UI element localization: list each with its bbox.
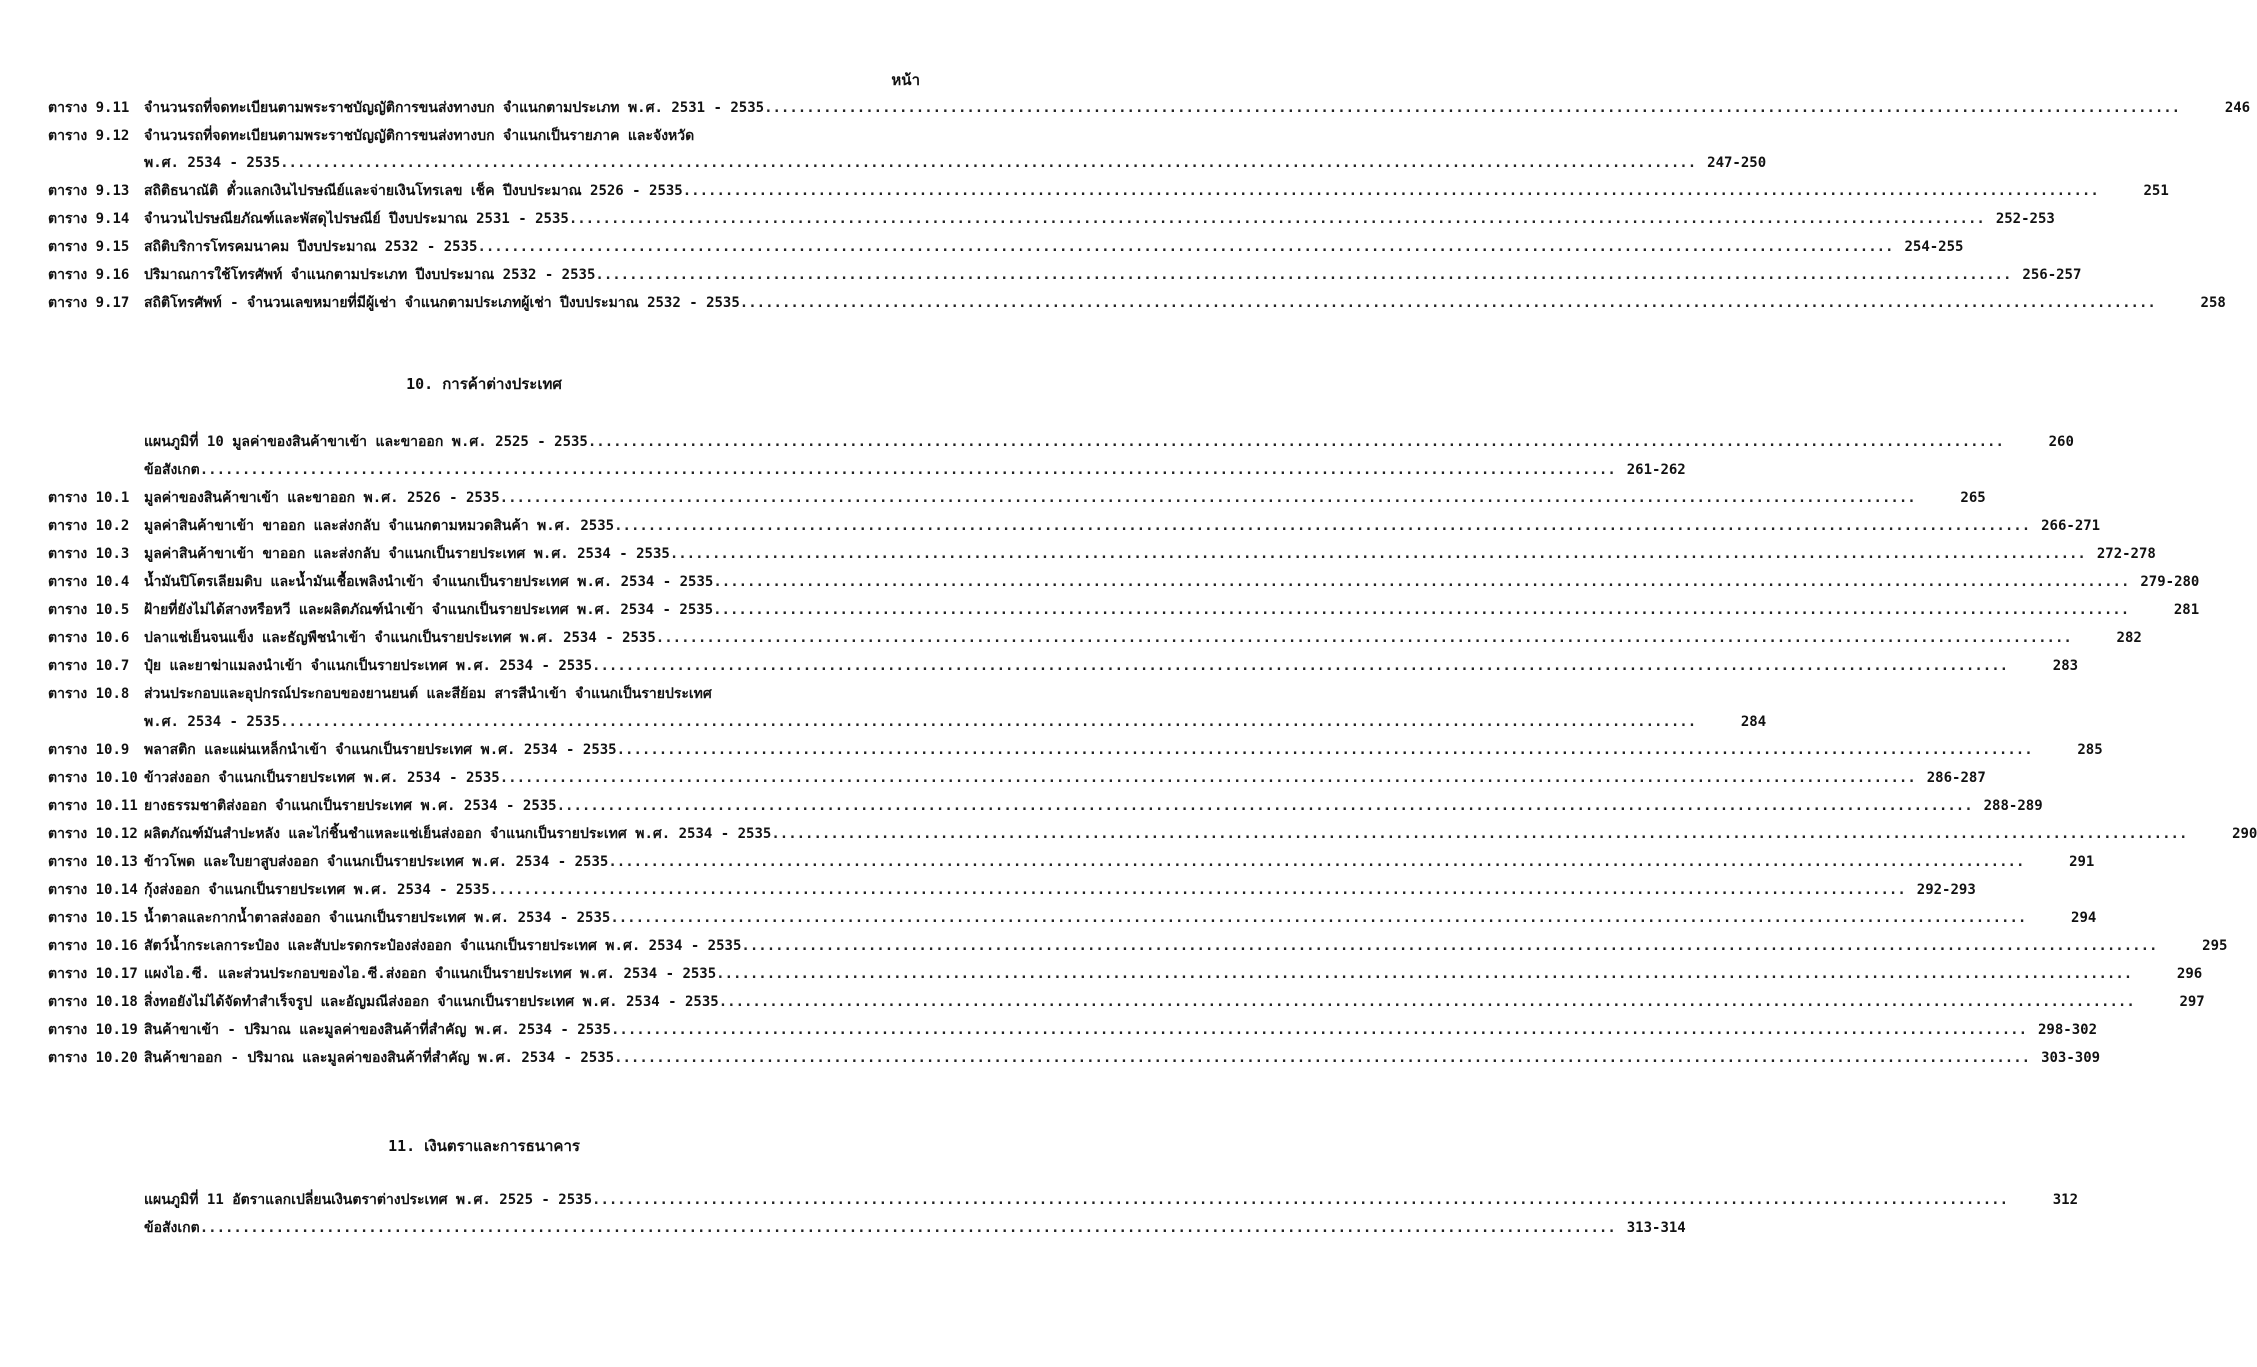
entry-page: 313-314 (1626, 1220, 1686, 1236)
entry-title: น้ำตาลและกากน้ำตาลส่งออก จำแนกเป็นรายประเทศ พ.ศ. 2534 - 2535 (144, 910, 611, 926)
entry-page: 292-293 (1916, 882, 1976, 898)
entry-number: ตาราง 10.18 (48, 994, 138, 1010)
toc-entry (48, 430, 2074, 454)
leader-dots (500, 486, 1916, 510)
toc-entry (48, 124, 920, 148)
entry-number: ตาราง 10.12 (48, 826, 138, 842)
entry-page: 285 (2077, 742, 2103, 758)
entry-title: ฝ้ายที่ยังไม่ได้สางหรือหวี และผลิตภัณฑ์นำเข้า จำแนกเป็นรายประเทศ พ.ศ. 2534 - 2535 (144, 602, 714, 618)
leader-dots (617, 738, 2033, 762)
entry-title: พ.ศ. 2534 - 2535 (144, 155, 281, 171)
entry-title: ข้าวส่งออก จำแนกเป็นรายประเทศ พ.ศ. 2534 - 2535 (144, 770, 500, 786)
entry-title: ผลิตภัณฑ์มันสำปะหลัง และไก่ชิ้นชำแหละแช่เย็นส่งออก จำแนกเป็นรายประเทศ พ.ศ. 2534 - 2535 (144, 826, 772, 842)
entry-page: 288-289 (1983, 798, 2043, 814)
toc-entry (48, 291, 2226, 315)
entry-page: 283 (2052, 658, 2079, 674)
leader-dots (670, 542, 2086, 566)
entry-page: 294 (2071, 910, 2097, 926)
entry-page: 266-271 (2041, 518, 2101, 534)
leader-dots (683, 179, 2099, 203)
leader-dots (592, 1188, 2008, 1212)
toc-entry (48, 906, 2097, 930)
entry-page: 254-255 (1904, 239, 1964, 255)
page-column-header: หน้า (891, 71, 920, 89)
entry-title: แผนภูมิที่ 10 มูลค่าของสินค้าขาเข้า และขาออก พ.ศ. 2525 - 2535 (144, 434, 588, 450)
leader-dots (608, 850, 2024, 874)
toc-entry (48, 878, 1976, 902)
entry-title: ปุ๋ย และยาฆ่าแมลงนำเข้า จำแนกเป็นรายประเทศ พ.ศ. 2534 - 2535 (144, 658, 593, 674)
entry-title: สถิติบริการโทรคมนาคม ปีงบประมาณ 2532 - 2535 (144, 239, 478, 255)
entry-page: 296 (2176, 966, 2203, 982)
toc-entry (48, 1018, 2098, 1042)
toc-entry (48, 710, 1767, 734)
entry-number: ตาราง 10.1 (48, 490, 130, 506)
leader-dots (719, 990, 2135, 1014)
entry-title: ข้อสังเกต (144, 1220, 200, 1236)
toc-entry (48, 486, 1986, 510)
entry-number: ตาราง 9.12 (48, 128, 130, 144)
entry-number: ตาราง 10.3 (48, 546, 130, 562)
toc-entry (48, 738, 2103, 762)
entry-number: ตาราง 10.15 (48, 910, 138, 926)
leader-dots (200, 458, 1616, 482)
leader-dots (713, 570, 2129, 594)
leader-dots (713, 598, 2129, 622)
leader-dots (280, 710, 1696, 734)
entry-title: สัตว์น้ำกระเลการะป๋อง และสับปะรดกระป๋องส่งออก จำแนกเป็นรายประเทศ พ.ศ. 2534 - 2535 (144, 938, 742, 954)
entry-page: 303-309 (2041, 1050, 2101, 1066)
entry-number: ตาราง 10.17 (48, 966, 138, 982)
toc-entry (48, 766, 1986, 790)
entry-number: ตาราง 10.4 (48, 574, 130, 590)
entry-title: กุ้งส่งออก จำแนกเป็นรายประเทศ พ.ศ. 2534 - 2535 (144, 882, 490, 898)
entry-title: มูลค่าสินค้าขาเข้า ขาออก และส่งกลับ จำแนกตามหมวดสินค้า พ.ศ. 2535 (144, 518, 615, 534)
leader-dots (740, 291, 2156, 315)
entry-title: มูลค่าสินค้าขาเข้า ขาออก และส่งกลับ จำแนกเป็นรายประเทศ พ.ศ. 2534 - 2535 (144, 546, 670, 562)
entry-number: ตาราง 9.16 (48, 267, 130, 283)
entry-title: น้ำมันปิโตรเลียมดิบ และน้ำมันเชื้อเพลิงนำเข้า จำแนกเป็นรายประเทศ พ.ศ. 2534 - 2535 (144, 574, 714, 590)
entry-title: ปริมาณการใช้โทรศัพท์ จำแนกตามประเภท ปีงบประมาณ 2532 - 2535 (144, 267, 596, 283)
leader-dots (764, 96, 2180, 120)
entry-title: จำนวนไปรษณียภัณฑ์และพัสดุไปรษณีย์ ปีงบประมาณ 2531 - 2535 (144, 211, 569, 227)
entry-page: 312 (2052, 1192, 2079, 1208)
entry-number: ตาราง 9.11 (48, 100, 130, 116)
section-heading: 10. การค้าต่างประเทศ (406, 375, 562, 393)
toc-entry (48, 263, 2082, 287)
entry-number: ตาราง 10.8 (48, 686, 130, 702)
entry-page: 295 (2202, 938, 2228, 954)
leader-dots (614, 514, 2030, 538)
entry-number: ตาราง 10.6 (48, 630, 130, 646)
entry-title: สิ่งทอยังไม่ได้จัดทำสำเร็จรูป และอัญมณีส่งออก จำแนกเป็นรายประเทศ พ.ศ. 2534 - 2535 (144, 994, 719, 1010)
entry-number: ตาราง 9.15 (48, 239, 130, 255)
entry-page: 251 (2143, 183, 2169, 199)
entry-page: 260 (2048, 434, 2074, 450)
entry-title: ข้อสังเกต (144, 462, 200, 478)
toc-entry (48, 1188, 2079, 1212)
entry-number: ตาราง 9.14 (48, 211, 130, 227)
entry-page: 291 (2069, 854, 2095, 870)
entry-number: ตาราง 9.13 (48, 183, 130, 199)
entry-title: สินค้าขาออก - ปริมาณ และมูลค่าของสินค้าที่สำคัญ พ.ศ. 2534 - 2535 (144, 1050, 615, 1066)
entry-title: ส่วนประกอบและอุปกรณ์ประกอบของยานยนต์ และสีย้อม สารสีนำเข้า จำแนกเป็นรายประเทศ (144, 686, 712, 702)
toc-entry (48, 682, 920, 706)
entry-number: ตาราง 10.9 (48, 742, 130, 758)
entry-number: ตาราง 10.19 (48, 1022, 138, 1038)
leader-dots (500, 766, 1916, 790)
entry-page: 258 (2200, 295, 2226, 311)
leader-dots (741, 934, 2157, 958)
entry-page: 246 (2224, 100, 2251, 116)
entry-number: ตาราง 10.16 (48, 938, 138, 954)
toc-entry (48, 626, 2142, 650)
entry-title: พลาสติก และแผ่นเหล็กนำเข้า จำแนกเป็นรายประเทศ พ.ศ. 2534 - 2535 (144, 742, 617, 758)
entry-page: 290 (2232, 826, 2257, 842)
toc-entry (48, 235, 1964, 259)
entry-title: จำนวนรถที่จดทะเบียนตามพระราชบัญญัติการขนส่งทางบก จำแนกตามประเภท พ.ศ. 2531 - 2535 (144, 100, 765, 116)
entry-page: 297 (2179, 994, 2205, 1010)
leader-dots (592, 654, 2008, 678)
toc-entry (48, 850, 2095, 874)
section-heading: 11. เงินตราและการธนาคาร (388, 1137, 580, 1155)
entry-number: ตาราง 10.14 (48, 882, 138, 898)
entry-number: ตาราง 9.17 (48, 295, 130, 311)
entry-title: แผนภูมิที่ 11 อัตราแลกเปลี่ยนเงินตราต่างประเทศ พ.ศ. 2525 - 2535 (144, 1192, 593, 1208)
entry-title: สถิติธนาณัติ ตั๋วแลกเงินไปรษณีย์และจ่ายเงินโทรเลข เช็ค ปีงบประมาณ 2526 - 2535 (144, 183, 683, 199)
entry-title: ปลาแช่เย็นจนแข็ง และธัญพืชนำเข้า จำแนกเป็นรายประเทศ พ.ศ. 2534 - 2535 (144, 630, 656, 646)
entry-number: ตาราง 10.2 (48, 518, 130, 534)
toc-entry (48, 822, 2257, 846)
entry-number: ตาราง 10.7 (48, 658, 130, 674)
leader-dots (595, 263, 2011, 287)
entry-page: 247-250 (1707, 155, 1767, 171)
entry-page: 272-278 (2096, 546, 2156, 562)
toc-entry (48, 514, 2101, 538)
entry-page: 261-262 (1626, 462, 1686, 478)
entry-page: 284 (1740, 714, 1767, 730)
leader-dots (716, 962, 2132, 986)
entry-page: 282 (2116, 630, 2142, 646)
leader-dots (569, 207, 1985, 231)
toc-entry (48, 962, 2203, 986)
toc-entry (48, 598, 2200, 622)
entry-title: ยางธรรมชาติส่งออก จำแนกเป็นรายประเทศ พ.ศ. 2534 - 2535 (144, 798, 557, 814)
leader-dots (557, 794, 1973, 818)
entry-number: ตาราง 10.11 (48, 798, 138, 814)
toc-entry (48, 934, 2228, 958)
toc-entry (48, 151, 1767, 175)
toc-entry (48, 794, 2043, 818)
leader-dots (490, 878, 1906, 902)
entry-number: ตาราง 10.20 (48, 1050, 138, 1066)
leader-dots (771, 822, 2187, 846)
leader-dots (588, 430, 2004, 454)
entry-title: แผงไอ.ซี. และส่วนประกอบของไอ.ซี.ส่งออก จำแนกเป็นรายประเทศ พ.ศ. 2534 - 2535 (144, 966, 717, 982)
entry-page: 279-280 (2140, 574, 2200, 590)
leader-dots (656, 626, 2072, 650)
entry-title: ข้าวโพด และใบยาสูบส่งออก จำแนกเป็นรายประเทศ พ.ศ. 2534 - 2535 (144, 854, 609, 870)
toc-entry (48, 654, 2079, 678)
entry-title: มูลค่าของสินค้าขาเข้า และขาออก พ.ศ. 2526 - 2535 (144, 490, 500, 506)
entry-page: 298-302 (2038, 1022, 2098, 1038)
entry-page: 252-253 (1995, 211, 2055, 227)
leader-dots (614, 1046, 2030, 1070)
toc-entry (48, 570, 2200, 594)
toc-entry (48, 179, 2169, 203)
entry-page: 256-257 (2022, 267, 2082, 283)
toc-entry (48, 542, 2156, 566)
entry-number: ตาราง 10.5 (48, 602, 130, 618)
leader-dots (610, 906, 2026, 930)
toc-entry (48, 458, 1686, 482)
entry-title: พ.ศ. 2534 - 2535 (144, 714, 281, 730)
entry-number: ตาราง 10.13 (48, 854, 138, 870)
leader-dots (611, 1018, 2027, 1042)
leader-dots (477, 235, 1893, 259)
entry-page: 265 (1960, 490, 1986, 506)
leader-dots (280, 151, 1696, 175)
toc-entry (48, 990, 2205, 1014)
entry-page: 286-287 (1926, 770, 1986, 786)
entry-title: จำนวนรถที่จดทะเบียนตามพระราชบัญญัติการขนส่งทางบก จำแนกเป็นรายภาค และจังหวัด (144, 128, 695, 144)
toc-entry (48, 96, 2251, 120)
toc-entry (48, 1046, 2101, 1070)
toc-entry (48, 207, 2055, 231)
entry-page: 281 (2173, 602, 2200, 618)
entry-title: สถิติโทรศัพท์ - จำนวนเลขหมายที่มีผู้เช่า จำแนกตามประเภทผู้เช่า ปีงบประมาณ 2532 - 2535 (144, 295, 740, 311)
entry-title: สินค้าขาเข้า - ปริมาณ และมูลค่าของสินค้าที่สำคัญ พ.ศ. 2534 - 2535 (144, 1022, 611, 1038)
entry-number: ตาราง 10.10 (48, 770, 138, 786)
leader-dots (200, 1216, 1616, 1240)
toc-entry (48, 1216, 1686, 1240)
